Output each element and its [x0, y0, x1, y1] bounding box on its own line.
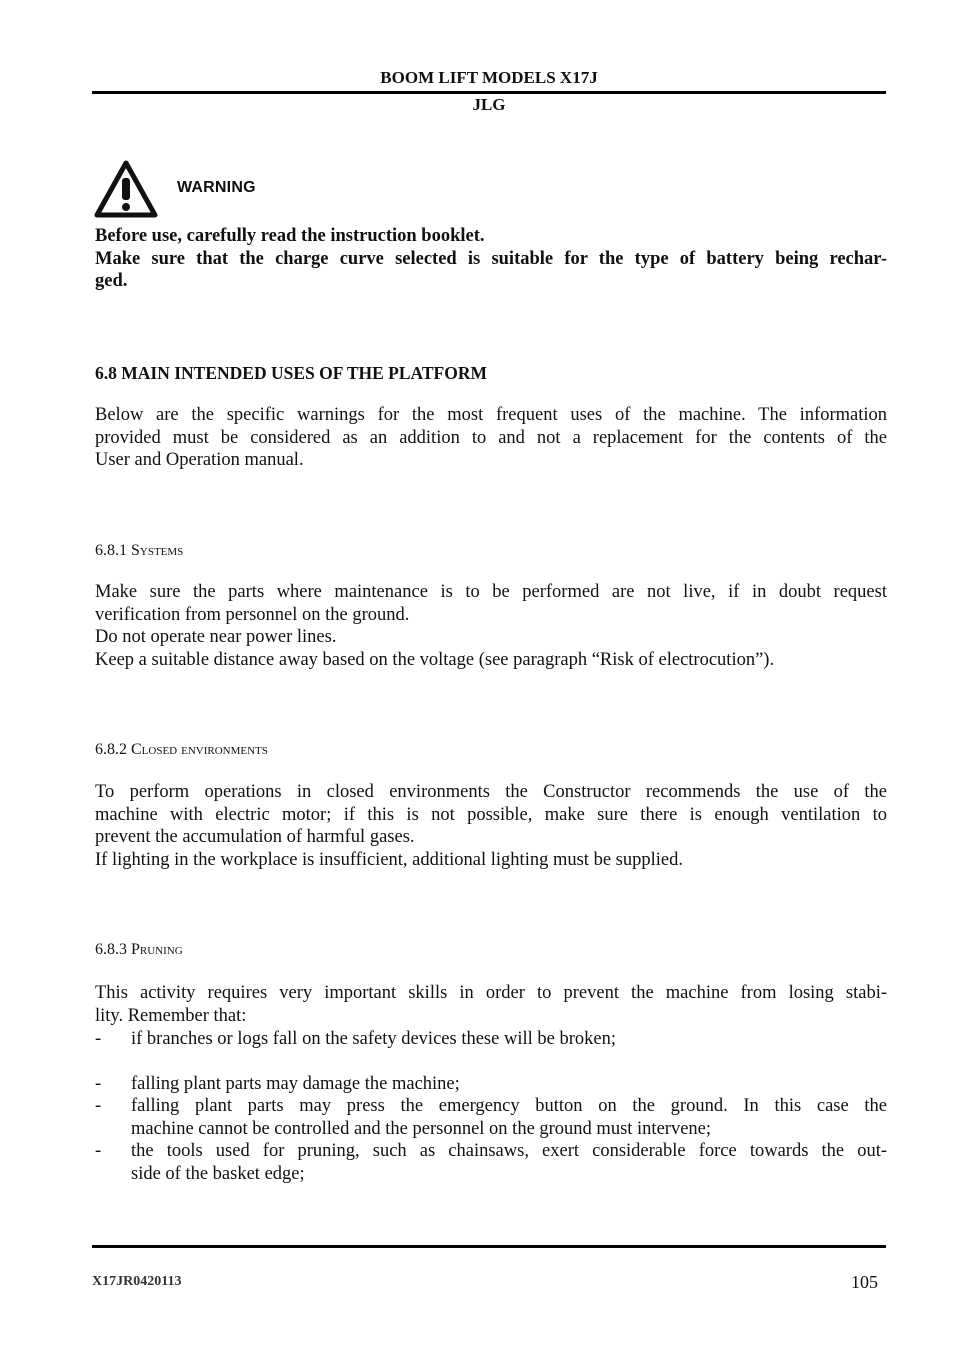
- warning-line: ged.: [95, 271, 128, 291]
- subsection-title: Pruning: [131, 941, 183, 958]
- paragraph-line: lity. Remember that:: [95, 1005, 247, 1026]
- list-item-line: if branches or logs fall on the safety devices these will be broken;: [131, 1029, 616, 1049]
- list-item-line: the tools used for pruning, such as chainsaws, exert considerable force towards the out-: [131, 1141, 887, 1161]
- section-heading: 6.8 MAIN INTENDED USES OF THE PLATFORM: [95, 363, 488, 383]
- closed-paragraph: [95, 781, 887, 871]
- paragraph-line: This activity requires very important skills in order to prevent the machine from losing stabi-: [95, 983, 887, 1003]
- bullet-dash: -: [95, 1029, 102, 1049]
- header-title: BOOM LIFT MODELS X17J: [380, 68, 598, 87]
- warning-triangle-icon: [94, 160, 158, 218]
- subsection-title: Closed environments: [131, 741, 268, 758]
- paragraph-line: Do not operate near power lines.: [95, 627, 337, 647]
- warning-text: [95, 225, 887, 293]
- footer-rule: [92, 1245, 886, 1248]
- paragraph-line: Make sure the parts where maintenance is to be performed are not live, if in doubt request: [95, 582, 887, 602]
- subsection-heading-systems: [95, 542, 183, 560]
- subsection-heading-closed: [95, 741, 268, 759]
- warning-line: Make sure that the charge curve selected is suitable for the type of battery being rechar-: [95, 248, 887, 269]
- pruning-intro: [95, 982, 887, 1027]
- list-item-line: falling plant parts may press the emergency button on the ground. In this case the: [131, 1096, 887, 1116]
- bullet-dash: -: [95, 1141, 102, 1161]
- list-item-line: falling plant parts may damage the machine;: [131, 1074, 460, 1094]
- paragraph-line: Keep a suitable distance away based on the voltage (see paragraph “Risk of electrocution”).: [95, 649, 775, 670]
- paragraph-line: verification from personnel on the ground.: [95, 604, 410, 625]
- paragraph-line: To perform operations in closed environments the Constructor recommends the use of the: [95, 782, 887, 802]
- paragraph-line: prevent the accumulation of harmful gases.: [95, 827, 415, 847]
- systems-paragraph: [95, 581, 887, 671]
- subsection-heading-pruning: [95, 941, 183, 959]
- bullet-dash: -: [95, 1074, 102, 1094]
- subsection-number: 6.8.1: [95, 542, 127, 559]
- subsection-number: 6.8.3: [95, 941, 127, 958]
- header-rule: [92, 91, 886, 94]
- list-item-line: side of the basket edge;: [131, 1163, 305, 1184]
- subsection-title: Systems: [131, 542, 184, 559]
- header-subtitle: JLG: [472, 95, 506, 114]
- section-intro: [95, 404, 887, 472]
- list-item-line: machine cannot be controlled and the personnel on the ground must intervene;: [131, 1118, 712, 1139]
- paragraph-line: Below are the specific warnings for the most frequent uses of the machine. The information: [95, 405, 887, 425]
- warning-line: Before use, carefully read the instruction booklet.: [95, 226, 485, 246]
- document-code: X17JR0420113: [92, 1274, 182, 1289]
- bullet-dash: -: [95, 1096, 102, 1116]
- paragraph-line: machine with electric motor; if this is not possible, make sure there is enough ventilation to: [95, 804, 887, 825]
- warning-label: WARNING: [177, 179, 256, 196]
- page-number: 105: [851, 1272, 878, 1292]
- paragraph-line: If lighting in the workplace is insufficient, additional lighting must be supplied.: [95, 849, 683, 870]
- subsection-number: 6.8.2: [95, 741, 127, 758]
- paragraph-line: User and Operation manual.: [95, 450, 304, 470]
- paragraph-line: provided must be considered as an addition to and not a replacement for the contents of the: [95, 427, 887, 448]
